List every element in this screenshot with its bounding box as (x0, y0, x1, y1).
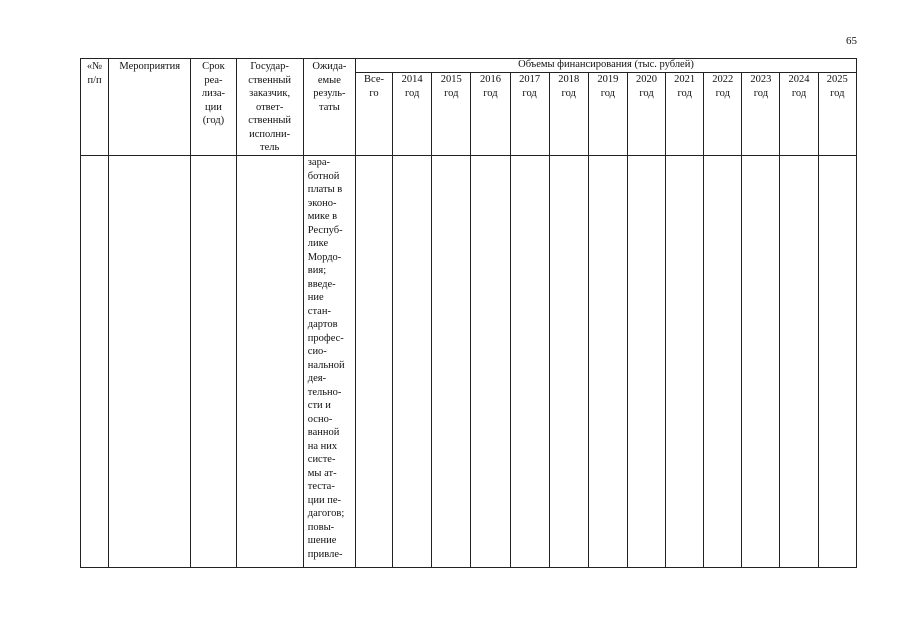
header-year: 2025 год (818, 73, 856, 156)
header-year: 2023 год (742, 73, 780, 156)
cell-term (191, 156, 236, 568)
cell-year (780, 156, 818, 568)
header-financing: Объемы финансирования (тыс. рублей) (355, 59, 856, 73)
header-term: Срок реа- лиза- ции (год) (191, 59, 236, 156)
header-total: Все- го (355, 73, 392, 156)
cell-year (627, 156, 665, 568)
cell-year (432, 156, 471, 568)
header-year: 2018 год (549, 73, 588, 156)
cell-year (666, 156, 704, 568)
header-year: 2024 год (780, 73, 818, 156)
header-year: 2021 год (666, 73, 704, 156)
cell-results: зара- ботной платы в эконо- мике в Респуб- лике Мордо- вия; введе- ние стан- дартов профес- сио- нальной дея- тельно- сти и осно- ванной на них систе- мы ат- теста- ции пе- дагогов; повы- шение привле- (303, 156, 355, 568)
cell-year (704, 156, 742, 568)
header-year: 2014 год (393, 73, 432, 156)
header-year: 2016 год (471, 73, 510, 156)
header-measures: Мероприятия (109, 59, 191, 156)
cell-year (588, 156, 627, 568)
cell-total (355, 156, 392, 568)
cell-customer (236, 156, 303, 568)
cell-year (510, 156, 549, 568)
cell-measures (109, 156, 191, 568)
header-year: 2015 год (432, 73, 471, 156)
header-year: 2017 год (510, 73, 549, 156)
cell-year (818, 156, 856, 568)
header-customer: Государ- ственный заказчик, ответ- ственный исполни- тель (236, 59, 303, 156)
cell-year (742, 156, 780, 568)
page-number: 65 (846, 35, 857, 47)
cell-year (393, 156, 432, 568)
cell-num (81, 156, 109, 568)
header-year: 2022 год (704, 73, 742, 156)
financing-table (80, 58, 857, 568)
header-num: «№ п/п (81, 59, 109, 156)
cell-year (471, 156, 510, 568)
header-year: 2019 год (588, 73, 627, 156)
cell-year (549, 156, 588, 568)
header-year: 2020 год (627, 73, 665, 156)
header-results: Ожида- емые резуль- таты (303, 59, 355, 156)
